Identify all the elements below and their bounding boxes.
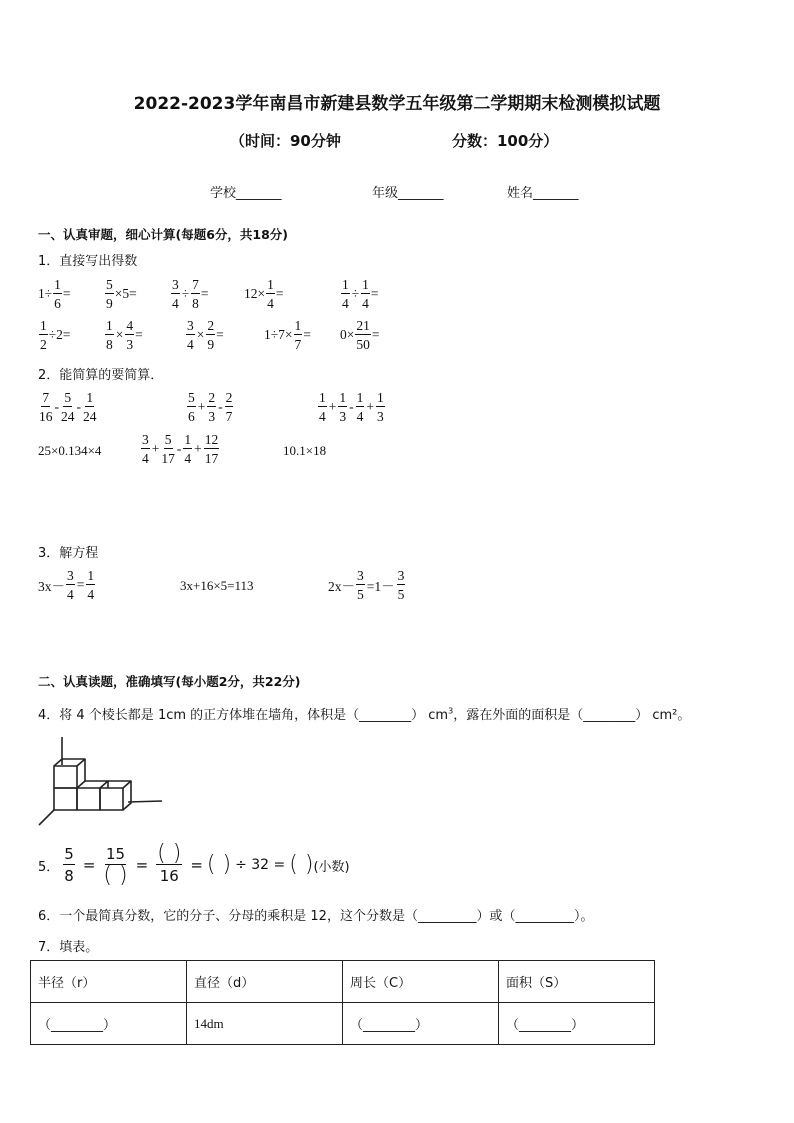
q2-expr-6: 10.1×18 xyxy=(283,443,327,458)
q2-expr-3: $\frac{1}{4}$ + $\frac{1}{3}$ - $\frac{1}{4}$ + $\frac{1}{3}$ xyxy=(319,390,384,424)
q5-fraction-3: $\frac{( )}{16}$ xyxy=(157,841,182,885)
q5-blank-2[interactable]: ( ) xyxy=(157,841,182,866)
q1-item-4: 12× $\frac{1}{4}$ = xyxy=(244,277,284,311)
section1-heading: 一、认真审题，细心计算(每题6分，共18分) xyxy=(38,227,289,242)
circumference-blank[interactable]: （________） xyxy=(343,1003,499,1045)
q2-expr-4: 25×0.134×4 xyxy=(38,443,102,458)
q5-divide-32: ÷ 32 = xyxy=(235,857,286,873)
q2-expr-1: $\frac{7}{16}$ - $\frac{5}{24}$ - $\frac{1}{24}$ xyxy=(39,390,97,424)
q5-number: 5． xyxy=(38,859,60,875)
q1-item-1: 1÷ $\frac{1}{6}$ = xyxy=(38,277,71,311)
q1-label: 1．直接写出得数 xyxy=(38,254,138,269)
q4-superscript: 3 xyxy=(448,706,454,716)
exam-score: 分数：100分） xyxy=(452,132,559,150)
q5-decimal-note: (小数) xyxy=(313,859,350,875)
header-diameter: 直径（d） xyxy=(187,961,343,1003)
q2-label: 2．能简算的要简算． xyxy=(38,368,164,383)
q5-expression: 5． $\frac{5}{8}$ = $\frac{15}{( )}$ = $\frac{( )}{16}$ = ( ) ÷ 32 = ( ) (小数) xyxy=(38,841,350,888)
q7-label: 7．填表。 xyxy=(38,940,99,955)
q1-item-8: $\frac{3}{4}$ × $\frac{2}{9}$ = xyxy=(187,318,224,352)
table-row xyxy=(31,1003,655,1045)
q1-item-9: 1÷7× $\frac{1}{7}$ = xyxy=(264,318,311,352)
q1-item-3: $\frac{3}{4}$ ÷ $\frac{7}{8}$ = xyxy=(172,277,209,311)
q2-expr-2: $\frac{5}{6}$ + $\frac{2}{3}$ - $\frac{2}{7}$ xyxy=(188,390,233,424)
q1-item-10: 0× $\frac{21}{50}$ = xyxy=(340,318,380,352)
cubes-in-corner-figure xyxy=(36,735,166,830)
q3-eq-3: 2x－ $\frac{3}{5}$ =1－ $\frac{3}{5}$ xyxy=(328,568,405,602)
q1-item-2: $\frac{5}{9}$ ×5= xyxy=(106,277,137,311)
grade-field[interactable]: 年级_______ xyxy=(372,186,444,201)
header-circumference: 周长（C） xyxy=(343,961,499,1003)
q1-item-6: $\frac{1}{2}$ ÷2= xyxy=(40,318,71,352)
q5-fraction-2: $\frac{15}{( )}$ xyxy=(103,845,128,888)
exam-time: （时间：90分钟 xyxy=(230,132,341,150)
q1-item-5: $\frac{1}{4}$ ÷ $\frac{1}{4}$ = xyxy=(342,277,379,311)
area-blank[interactable]: （________） xyxy=(499,1003,655,1045)
school-field[interactable]: 学校_______ xyxy=(210,186,282,201)
q3-label: 3．解方程 xyxy=(38,546,99,561)
q3-eq-2: 3x+16×5=113 xyxy=(180,578,254,593)
q1-item-7: $\frac{1}{8}$ × $\frac{4}{3}$ = xyxy=(106,318,143,352)
radius-blank[interactable]: （________） xyxy=(31,1003,187,1045)
q6-text: 6．一个最简真分数，它的分子、分母的乘积是 12，这个分数是（_________）或（_________）。 xyxy=(38,909,594,924)
q5-blank-3[interactable]: ( ) xyxy=(206,852,232,877)
page-title: 2022-2023学年南昌市新建县数学五年级第二学期期末检测模拟试题 xyxy=(133,94,661,114)
diameter-value: 14dm xyxy=(187,1003,343,1045)
section2-heading: 二、认真读题，准确填写(每小题2分，共22分) xyxy=(38,674,301,689)
q7-table xyxy=(30,960,655,1045)
table-header-row xyxy=(31,961,655,1003)
q5-fraction-1: $\frac{5}{8}$ xyxy=(64,845,74,885)
header-radius: 半径（r） xyxy=(31,961,187,1003)
q3-eq-1: 3x－ $\frac{3}{4}$ = $\frac{1}{4}$ xyxy=(38,568,95,602)
q5-blank-4[interactable]: ( ) xyxy=(289,852,314,877)
q4-text-part2: ，露在外面的面积是（________） cm²。 xyxy=(453,708,691,723)
q4-text xyxy=(38,704,690,723)
header-area: 面积（S） xyxy=(499,961,655,1003)
q4-text-part1: 4．将 4 个棱长都是 1cm 的正方体堆在墙角，体积是（________） cm xyxy=(38,708,449,723)
name-field[interactable]: 姓名_______ xyxy=(507,186,579,201)
q5-blank-1[interactable]: ( ) xyxy=(103,863,128,888)
q2-expr-5: $\frac{3}{4}$ + $\frac{5}{17}$ - $\frac{1}{4}$ + $\frac{12}{17}$ xyxy=(142,432,219,466)
